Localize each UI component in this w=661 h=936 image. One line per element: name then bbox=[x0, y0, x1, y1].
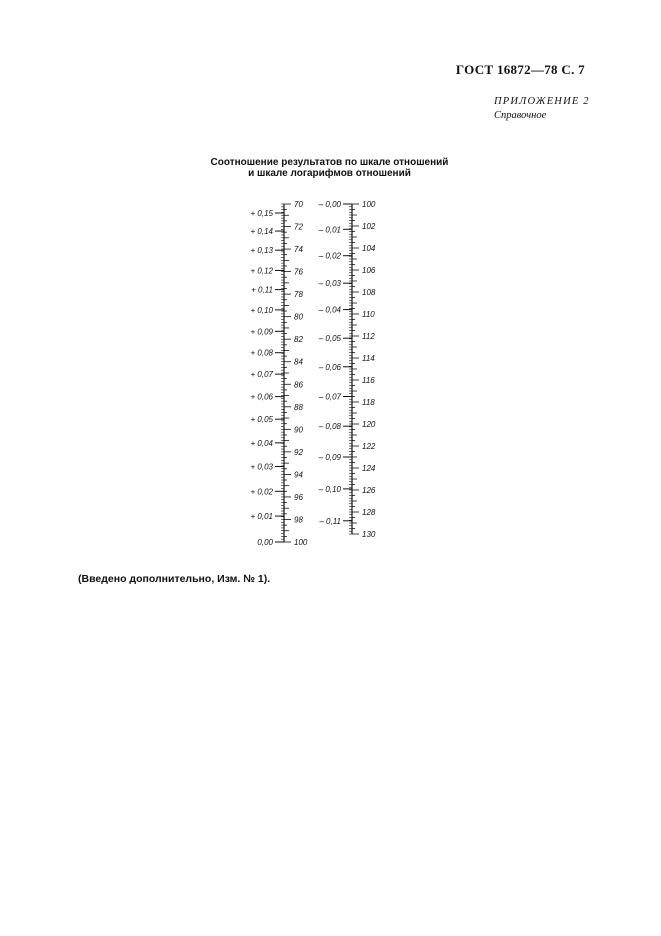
scale2-ratio-label: 128 bbox=[362, 508, 376, 517]
scale2-ratio-label: 122 bbox=[362, 442, 376, 451]
scale2-ratio-label: 114 bbox=[362, 354, 375, 363]
scale2-ratio-label: 126 bbox=[362, 486, 376, 495]
scale2-log-label: – 0,10 bbox=[318, 484, 341, 494]
scale1-ratio-label: 100 bbox=[294, 538, 308, 547]
scale1-ratio-label: 86 bbox=[294, 380, 303, 390]
scale2-ratio-label: 108 bbox=[362, 288, 376, 297]
scale1-log-label: + 0,13 bbox=[250, 246, 273, 256]
scale2-log-label: – 0,07 bbox=[318, 392, 341, 402]
scale1-log-label: + 0,04 bbox=[250, 438, 273, 448]
scale2-ratio-label: 116 bbox=[362, 376, 375, 385]
scale1-log-label: + 0,08 bbox=[250, 348, 273, 358]
scale1-ratio-label: 90 bbox=[294, 425, 303, 435]
scale2-log-label: – 0,09 bbox=[318, 453, 341, 462]
scale2-log-label: – 0,05 bbox=[318, 334, 341, 344]
figure-title-line-2: и шкале логарифмов отношений bbox=[248, 168, 411, 179]
scale2-ratio-label: 102 bbox=[362, 222, 376, 231]
scale1-ratio-label: 70 bbox=[294, 200, 303, 209]
scale2-log-label: – 0,00 bbox=[318, 200, 341, 209]
scale1-ratio-label: 96 bbox=[294, 492, 303, 502]
scale-ratio-100-130 bbox=[318, 200, 376, 539]
scale1-log-label: + 0,06 bbox=[250, 392, 273, 402]
scale2-ratio-label: 110 bbox=[362, 310, 375, 319]
amendment-note: (Введено дополнительно, Изм. № 1). bbox=[78, 573, 271, 585]
scale1-ratio-label: 72 bbox=[294, 222, 303, 232]
scale1-log-label: + 0,05 bbox=[250, 415, 273, 425]
scale1-ratio-label: 92 bbox=[294, 447, 303, 457]
scale2-log-label: – 0,02 bbox=[318, 251, 341, 261]
scale1-ratio-label: 78 bbox=[294, 290, 303, 300]
scale2-ratio-label: 120 bbox=[362, 420, 376, 429]
scale2-ratio-label: 112 bbox=[362, 332, 375, 341]
scale2-log-label: – 0,01 bbox=[318, 225, 341, 235]
scale1-ratio-label: 98 bbox=[294, 515, 303, 525]
appendix-type: Справочное bbox=[494, 110, 547, 121]
scale1-ratio-label: 76 bbox=[294, 267, 303, 277]
scale2-ratio-label: 100 bbox=[362, 200, 376, 209]
scale1-log-label: + 0,01 bbox=[250, 512, 273, 522]
scale2-ratio-label: 124 bbox=[362, 464, 376, 473]
scale2-log-label: – 0,04 bbox=[318, 305, 341, 315]
scale-ratio-70-100 bbox=[251, 200, 308, 547]
scale1-log-label: + 0,14 bbox=[250, 227, 273, 237]
scale2-log-label: – 0,03 bbox=[318, 279, 341, 289]
scale1-log-label: + 0,12 bbox=[250, 266, 273, 276]
scale1-log-label: + 0,11 bbox=[251, 285, 273, 295]
scale2-log-label: – 0,08 bbox=[318, 422, 341, 432]
scale1-log-label: 0,00 bbox=[257, 538, 273, 547]
scale2-ratio-label: 130 bbox=[362, 530, 376, 539]
scale2-ratio-label: 104 bbox=[362, 244, 376, 253]
document-reference: ГОСТ 16872—78 С. 7 bbox=[455, 62, 585, 77]
scale2-ratio-label: 106 bbox=[362, 266, 376, 275]
scale1-ratio-label: 84 bbox=[294, 357, 303, 367]
scale1-log-label: + 0,10 bbox=[250, 305, 273, 315]
appendix-number: ПРИЛОЖЕНИЕ 2 bbox=[494, 96, 590, 107]
scale1-log-label: + 0,09 bbox=[250, 327, 273, 337]
scale1-log-label: + 0,15 bbox=[250, 209, 273, 219]
scale1-ratio-label: 82 bbox=[294, 335, 303, 345]
scale1-log-label: + 0,07 bbox=[250, 370, 273, 380]
scale2-ratio-label: 118 bbox=[362, 398, 375, 407]
figure-title-line-1: Соотношение результатов по шкале отношений bbox=[210, 157, 449, 168]
scale1-log-label: + 0,03 bbox=[250, 462, 273, 472]
scale1-ratio-label: 94 bbox=[294, 470, 303, 480]
scale2-log-label: – 0,06 bbox=[318, 362, 341, 372]
scale1-log-label: + 0,02 bbox=[250, 487, 273, 497]
scale1-ratio-label: 80 bbox=[294, 312, 303, 322]
scale1-ratio-label: 74 bbox=[294, 245, 303, 255]
scale1-ratio-label: 88 bbox=[294, 402, 303, 412]
scale2-log-label: – 0,11 bbox=[319, 516, 341, 526]
